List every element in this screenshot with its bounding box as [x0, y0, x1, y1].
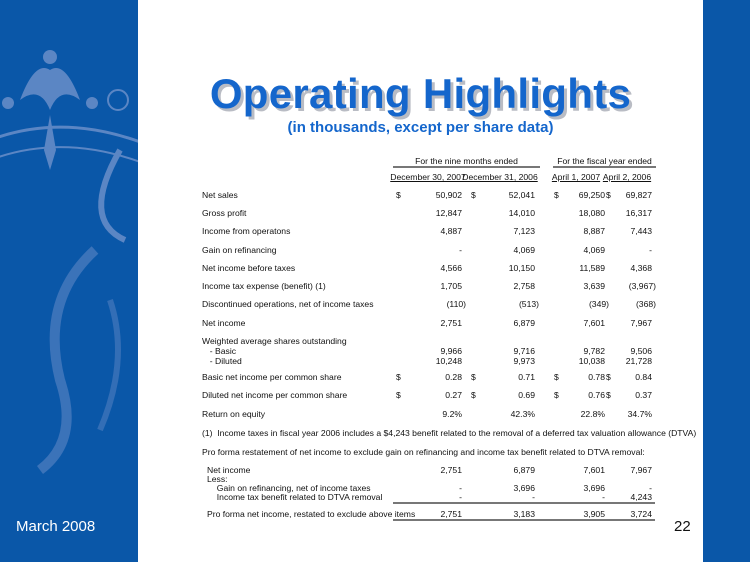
cell-value: 0.84 [635, 372, 652, 382]
dollar-sign: $ [396, 190, 401, 200]
cell-value: 16,317 [625, 208, 652, 218]
cell-value: 9.2% [442, 409, 462, 419]
cell-value: 4,566 [440, 263, 462, 273]
cell-value: 34.7% [627, 409, 652, 419]
column-header: April 1, 2007 [551, 172, 601, 182]
cell-value: - [459, 245, 462, 255]
row-label: - Diluted [205, 356, 242, 366]
proforma-value: 3,696 [513, 483, 535, 493]
proforma-value: - [459, 492, 462, 502]
footnote: (1) Income taxes in fiscal year 2006 includes a $4,243 benefit related to the removal of a deferred tax valuation allowance (DTVA) [202, 428, 697, 438]
row-label: Net sales [202, 190, 238, 200]
cell-value: 7,967 [630, 318, 652, 328]
dollar-sign: $ [606, 190, 611, 200]
dollar-sign: $ [554, 390, 559, 400]
right-blue-band [703, 0, 750, 562]
proforma-value: - [459, 483, 462, 493]
cell-value: 0.71 [518, 372, 535, 382]
row-label: Net income [202, 318, 246, 328]
proforma-value: 2,751 [440, 465, 462, 475]
cell-value: 3,639 [583, 281, 605, 291]
cell-value: - [649, 245, 652, 255]
row-label: Gross profit [202, 208, 247, 218]
row-label: Gain on refinancing [202, 245, 277, 255]
proforma-label: Gain on refinancing, net of income taxes [212, 483, 371, 493]
header-rule [553, 166, 656, 168]
cell-value: 4,887 [440, 226, 462, 236]
cell-value: 1,705 [440, 281, 462, 291]
proforma-value: 3,696 [583, 483, 605, 493]
page-subtitle: (in thousands, except per share data) [287, 119, 554, 136]
proforma-value: 2,751 [440, 509, 462, 519]
dollar-sign: $ [606, 372, 611, 382]
cell-value: 14,010 [508, 208, 535, 218]
cell-value: 0.69 [518, 390, 535, 400]
cell-value: 10,150 [508, 263, 535, 273]
dollar-sign: $ [396, 372, 401, 382]
subtotal-rule [393, 502, 655, 504]
cell-value: 21,728 [625, 356, 652, 366]
header-nine-months: For the nine months ended [415, 156, 518, 166]
cell-value: 8,887 [583, 226, 605, 236]
proforma-label: Net income [207, 465, 251, 475]
cell-value: 42.3% [510, 409, 535, 419]
footer-date: March 2008 [16, 518, 96, 535]
cell-value: 4,069 [583, 245, 605, 255]
cell-value: 0.27 [445, 390, 462, 400]
cell-value: (349) [588, 299, 609, 309]
row-label: Basic net income per common share [202, 372, 342, 382]
dollar-sign: $ [606, 390, 611, 400]
cell-value: 12,847 [435, 208, 462, 218]
cell-value: 9,966 [440, 346, 462, 356]
cell-value: 7,123 [513, 226, 535, 236]
dollar-sign: $ [554, 190, 559, 200]
cell-value: 22.8% [580, 409, 605, 419]
dollar-sign: $ [471, 190, 476, 200]
cell-value: 0.28 [445, 372, 462, 382]
cell-value: 7,443 [630, 226, 652, 236]
proforma-value: 3,724 [630, 509, 652, 519]
cell-value: 4,368 [630, 263, 652, 273]
proforma-value: 7,601 [583, 465, 605, 475]
row-label: - Basic [205, 346, 237, 356]
page-title: Operating Highlights [209, 70, 632, 117]
column-header: December 31, 2006 [462, 172, 538, 182]
row-label: Discontinued operations, net of income taxes [202, 299, 374, 309]
cell-value: 52,041 [508, 190, 535, 200]
cell-value: 2,758 [513, 281, 535, 291]
proforma-label: Less: [207, 474, 228, 484]
cell-value: 9,506 [630, 346, 652, 356]
proforma-value: 4,243 [630, 492, 652, 502]
cell-value: 9,973 [513, 356, 535, 366]
cell-value: 9,782 [583, 346, 605, 356]
proforma-value: - [649, 483, 652, 493]
cell-value: 50,902 [435, 190, 462, 200]
page-number: 22 [674, 518, 691, 535]
row-label: Diluted net income per common share [202, 390, 348, 400]
dollar-sign: $ [554, 372, 559, 382]
cell-value: 9,716 [513, 346, 535, 356]
dollar-sign: $ [471, 372, 476, 382]
header-rule [393, 166, 540, 168]
cell-value: 0.78 [588, 372, 605, 382]
proforma-heading: Pro forma restatement of net income to exclude gain on refinancing and income tax benefit related to DTVA removal: [202, 447, 645, 457]
cell-value: 6,879 [513, 318, 535, 328]
cell-value: 69,827 [625, 190, 652, 200]
column-header: December 30, 2007 [390, 172, 466, 182]
dollar-sign: $ [396, 390, 401, 400]
proforma-value: 3,905 [583, 509, 605, 519]
cell-value: 7,601 [583, 318, 605, 328]
row-label: Income tax expense (benefit) (1) [202, 281, 326, 291]
proforma-label: Income tax benefit related to DTVA removal [212, 492, 383, 502]
cell-value: 69,250 [578, 190, 605, 200]
row-label: Income from operatons [202, 226, 291, 236]
row-label: Net income before taxes [202, 263, 296, 273]
cell-value: (368) [635, 299, 656, 309]
proforma-label: Pro forma net income, restated to exclude above items [207, 509, 416, 519]
total-rule [393, 519, 655, 521]
cell-value: 4,069 [513, 245, 535, 255]
dollar-sign: $ [471, 390, 476, 400]
cell-value: 18,080 [578, 208, 605, 218]
logo-watermark-icon [0, 0, 138, 562]
cell-value: 0.76 [588, 390, 605, 400]
cell-value: (3,967) [628, 281, 656, 291]
proforma-value: 6,879 [513, 465, 535, 475]
proforma-value: 3,183 [513, 509, 535, 519]
header-fiscal-year: For the fiscal year ended [557, 156, 652, 166]
cell-value: 0.37 [635, 390, 652, 400]
row-label: Weighted average shares outstanding [202, 336, 347, 346]
cell-value: 10,038 [578, 356, 605, 366]
cell-value: 2,751 [440, 318, 462, 328]
proforma-value: 7,967 [630, 465, 652, 475]
row-label: Return on equity [202, 409, 266, 419]
cell-value: 11,589 [579, 263, 605, 273]
cell-value: (513) [518, 299, 539, 309]
proforma-value: - [602, 492, 605, 502]
proforma-value: - [532, 492, 535, 502]
column-header: April 2, 2006 [602, 172, 652, 182]
cell-value: 10,248 [435, 356, 462, 366]
cell-value: (110) [446, 299, 466, 309]
